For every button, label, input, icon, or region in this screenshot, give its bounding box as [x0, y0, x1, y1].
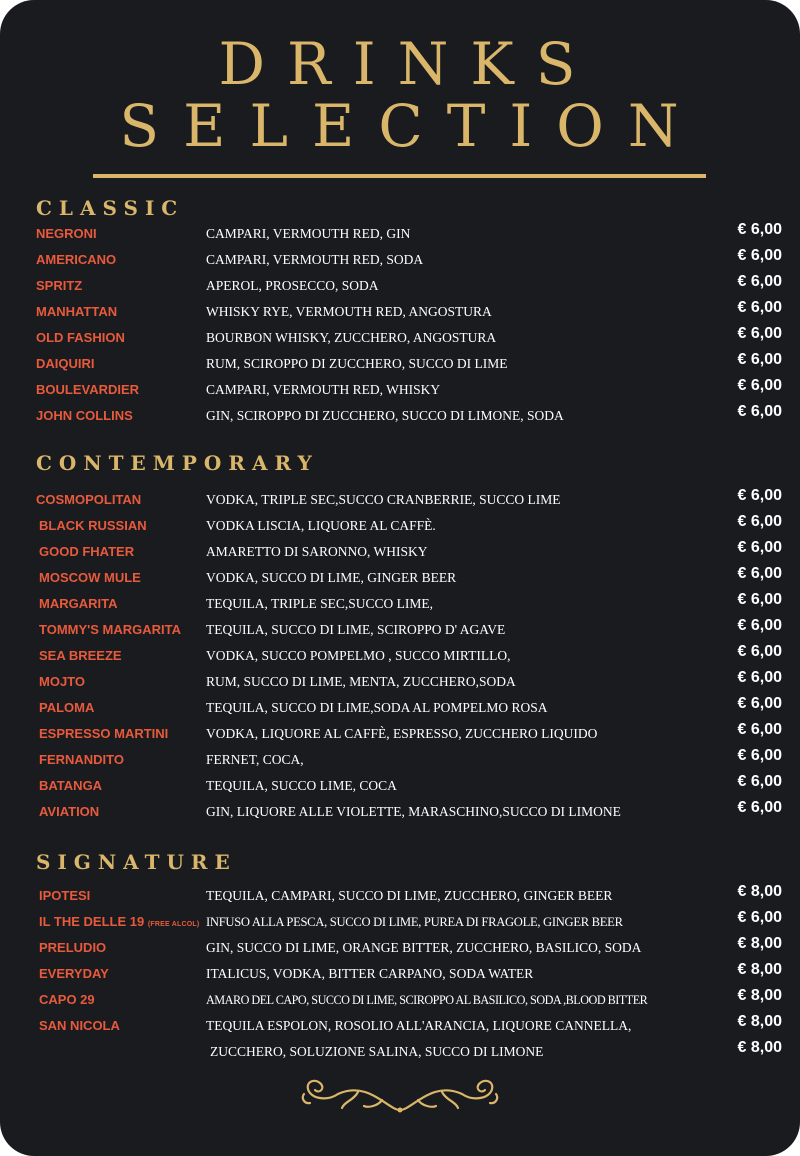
menu-item [0, 300, 800, 324]
menu-item [0, 248, 800, 272]
drink-ingredients: ITALICUS, VODKA, BITTER CARPANO, SODA WATER [206, 966, 534, 981]
menu-item [0, 884, 800, 908]
drink-note: (FREE ALCOL) [147, 921, 200, 928]
drink-ingredients: RUM, SCIROPPO DI ZUCCHERO, SUCCO DI LIME [206, 356, 508, 371]
section-heading-classic: CLASSIC [36, 196, 185, 220]
drink-price: € 8,00 [737, 935, 782, 952]
drink-ingredients: GIN, SUCCO DI LIME, ORANGE BITTER, ZUCCHERO, BASILICO, SODA [206, 940, 642, 955]
drink-name: MOJTO [39, 674, 85, 689]
drink-price: € 6,00 [737, 669, 782, 686]
drink-ingredients: TEQUILA, SUCCO DI LIME,SODA AL POMPELMO ROSA [206, 700, 548, 715]
drink-price: € 6,00 [737, 351, 782, 368]
drink-name: EVERYDAY [39, 966, 109, 981]
drink-name: MARGARITA [39, 596, 118, 611]
drink-price: € 6,00 [737, 325, 782, 342]
drink-price: € 6,00 [737, 773, 782, 790]
drink-ingredients: ZUCCHERO, SOLUZIONE SALINA, SUCCO DI LIMONE [210, 1044, 544, 1059]
drink-price: € 8,00 [737, 961, 782, 978]
menu-item [0, 748, 800, 772]
menu-item [0, 962, 800, 986]
title-line-2: SELECTION [119, 92, 703, 160]
drink-price: € 6,00 [737, 617, 782, 634]
drink-price: € 6,00 [737, 747, 782, 764]
drink-name: DAIQUIRI [36, 356, 95, 371]
drink-ingredients: VODKA, SUCCO POMPELMO , SUCCO MIRTILLO, [206, 648, 511, 663]
drink-ingredients: WHISKY RYE, VERMOUTH RED, ANGOSTURA [206, 304, 492, 319]
drink-name [39, 910, 199, 937]
menu-item [0, 936, 800, 960]
drink-name: MANHATTAN [36, 304, 118, 319]
drink-price: € 6,00 [737, 643, 782, 660]
drink-price: € 6,00 [737, 591, 782, 608]
drink-price: € 6,00 [737, 221, 782, 238]
menu-item [0, 774, 800, 798]
drink-ingredients: FERNET, COCA, [206, 752, 304, 767]
drink-name: COSMOPOLITAN [36, 492, 142, 507]
drink-price: € 8,00 [737, 1013, 782, 1030]
drink-price: € 6,00 [737, 513, 782, 530]
drink-name: NEGRONI [36, 226, 97, 241]
drink-name: CAPO 29 [39, 992, 95, 1007]
menu-item [0, 592, 800, 616]
menu-item [0, 352, 800, 376]
drink-price: € 6,00 [737, 273, 782, 290]
drink-ingredients: INFUSO ALLA PESCA, SUCCO DI LIME, PUREA DI FRAGOLE, GINGER BEER [206, 915, 623, 929]
drink-ingredients: TEQUILA, SUCCO LIME, COCA [206, 778, 397, 793]
drink-price: € 8,00 [737, 1039, 782, 1056]
drink-ingredients: BOURBON WHISKY, ZUCCHERO, ANGOSTURA [206, 330, 497, 345]
drink-name: AMERICANO [36, 252, 117, 267]
drink-ingredients: AMARETTO DI SARONNO, WHISKY [206, 544, 428, 559]
section-heading-contemporary: CONTEMPORARY [36, 451, 319, 475]
menu-item [0, 540, 800, 564]
drink-ingredients: GIN, SCIROPPO DI ZUCCHERO, SUCCO DI LIMONE, SODA [206, 408, 564, 423]
drink-ingredients: VODKA LISCIA, LIQUORE AL CAFFÈ. [206, 518, 436, 533]
menu-item [0, 644, 800, 668]
drink-ingredients: APEROL, PROSECCO, SODA [206, 278, 379, 293]
drink-name: JOHN COLLINS [36, 408, 133, 423]
menu-item [0, 696, 800, 720]
drink-price: € 8,00 [737, 883, 782, 900]
menu-item [0, 722, 800, 746]
drink-name: OLD FASHION [36, 330, 125, 345]
drink-price: € 6,00 [737, 403, 782, 420]
menu-item [0, 378, 800, 402]
drink-name: IPOTESI [39, 888, 91, 903]
drink-ingredients: TEQUILA, CAMPARI, SUCCO DI LIME, ZUCCHERO, GINGER BEER [206, 888, 613, 903]
menu-item [0, 274, 800, 298]
drink-name: AVIATION [39, 804, 100, 819]
drink-name: PRELUDIO [39, 940, 107, 955]
drink-price: € 6,00 [737, 695, 782, 712]
drink-name: GOOD FHATER [39, 544, 135, 559]
drink-name: MOSCOW MULE [39, 570, 141, 585]
drink-price: € 6,00 [737, 799, 782, 816]
drink-name: BLACK RUSSIAN [39, 518, 147, 533]
drink-price: € 6,00 [737, 721, 782, 738]
drink-ingredients: CAMPARI, VERMOUTH RED, SODA [206, 252, 424, 267]
drink-ingredients: TEQUILA ESPOLON, ROSOLIO ALL'ARANCIA, LIQUORE CANNELLA, [206, 1018, 632, 1033]
menu-item [0, 514, 800, 538]
drink-name: SPRITZ [36, 278, 83, 293]
drink-ingredients: TEQUILA, SUCCO DI LIME, SCIROPPO D' AGAVE [206, 622, 506, 637]
title-line-1: DRINKS [218, 30, 598, 98]
drink-ingredients: VODKA, TRIPLE SEC,SUCCO CRANBERRIE, SUCCO LIME [206, 492, 561, 507]
drink-name: TOMMY'S MARGARITA [39, 622, 181, 637]
menu-item [0, 488, 800, 512]
drink-ingredients: GIN, LIQUORE ALLE VIOLETTE, MARASCHINO,SUCCO DI LIMONE [206, 804, 621, 819]
drink-price: € 6,00 [737, 247, 782, 264]
drink-ingredients: VODKA, SUCCO DI LIME, GINGER BEER [206, 570, 457, 585]
drink-price: € 6,00 [737, 299, 782, 316]
drink-ingredients: CAMPARI, VERMOUTH RED, GIN [206, 226, 411, 241]
menu-item [0, 1040, 800, 1064]
menu-item [0, 618, 800, 642]
drink-price: € 6,00 [737, 377, 782, 394]
drink-ingredients: RUM, SUCCO DI LIME, MENTA, ZUCCHERO,SODA [206, 674, 516, 689]
drink-ingredients: VODKA, LIQUORE AL CAFFÈ, ESPRESSO, ZUCCHERO LIQUIDO [206, 726, 598, 741]
drink-price: € 6,00 [737, 565, 782, 582]
section-heading-signature: SIGNATURE [36, 850, 237, 874]
drink-ingredients: AMARO DEL CAPO, SUCCO DI LIME, SCIROPPO AL BASILICO, SODA ,BLOOD BITTER [206, 993, 648, 1007]
menu-item [0, 910, 800, 934]
drink-name-text: IL THE DELLE 19 [39, 914, 145, 929]
drink-price: € 6,00 [737, 487, 782, 504]
drink-name: FERNANDITO [39, 752, 124, 767]
drink-price: € 8,00 [737, 987, 782, 1004]
drink-name: SEA BREEZE [39, 648, 122, 663]
drink-name: PALOMA [39, 700, 95, 715]
drink-price: € 6,00 [737, 909, 782, 926]
menu-item [0, 800, 800, 824]
menu-item [0, 670, 800, 694]
drink-name: BOULEVARDIER [36, 382, 140, 397]
menu-item [0, 566, 800, 590]
drink-name: BATANGA [39, 778, 103, 793]
drink-price: € 6,00 [737, 539, 782, 556]
gold-scroll-ornament-icon [298, 1076, 502, 1114]
menu-item [0, 326, 800, 350]
drink-ingredients: TEQUILA, TRIPLE SEC,SUCCO LIME, [206, 596, 434, 611]
drink-ingredients: CAMPARI, VERMOUTH RED, WHISKY [206, 382, 441, 397]
drink-name: ESPRESSO MARTINI [39, 726, 169, 741]
menu-item [0, 404, 800, 428]
menu-item [0, 222, 800, 246]
menu-item [0, 988, 800, 1012]
title-divider [93, 174, 706, 178]
menu-item [0, 1014, 800, 1038]
drink-name: SAN NICOLA [39, 1018, 120, 1033]
